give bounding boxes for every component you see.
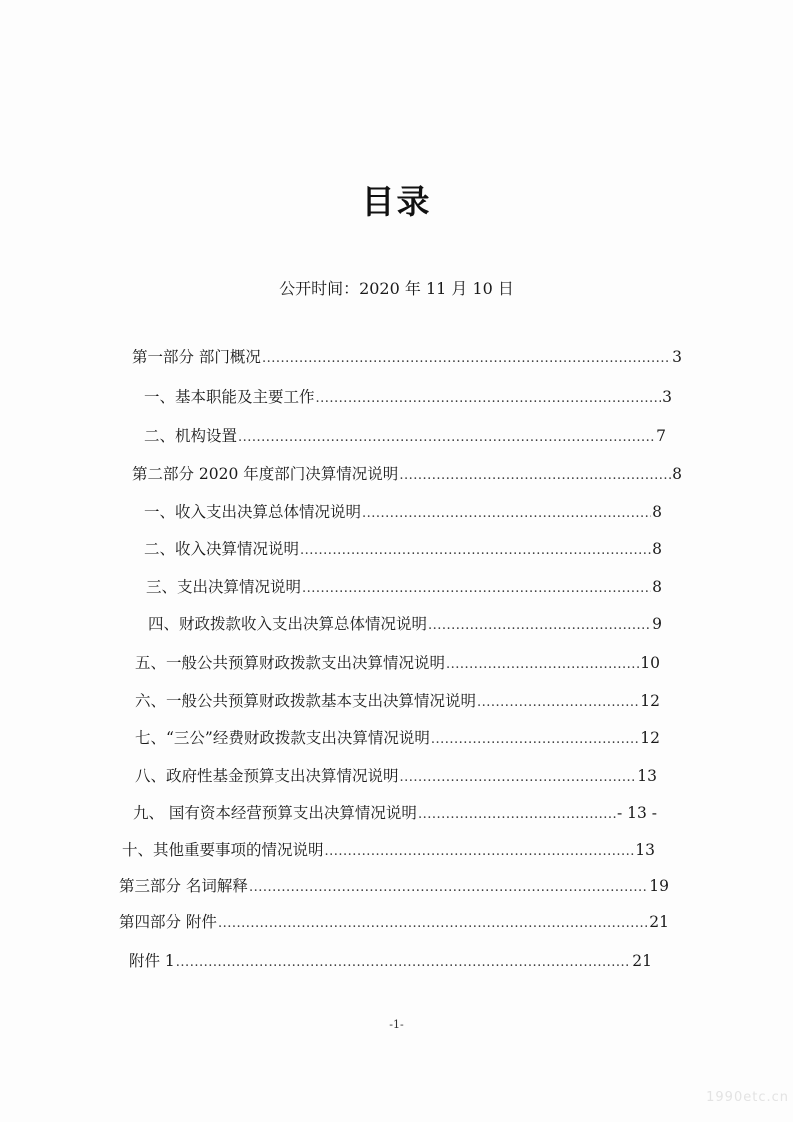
toc-entry-label: 第三部分 名词解释 (119, 877, 248, 895)
toc-entry[interactable] (119, 874, 669, 896)
toc-leader-dots (325, 844, 635, 859)
toc-leader-dots (302, 581, 651, 596)
toc-entry[interactable] (135, 764, 657, 786)
toc-leader-dots (431, 732, 639, 747)
toc-entry-label: 一、收入支出决算总体情况说明 (144, 503, 362, 521)
toc-entry[interactable] (146, 575, 662, 597)
toc-entry[interactable] (135, 726, 660, 748)
toc-entry[interactable] (135, 689, 660, 711)
toc-entry-page: 3 (662, 388, 672, 406)
toc-entry[interactable] (119, 910, 669, 932)
toc-leader-dots (218, 916, 648, 931)
toc-entry-page: - 13 - (616, 804, 657, 822)
toc-leader-dots (446, 657, 639, 672)
toc-entry[interactable] (144, 537, 662, 559)
toc-entry-page: 9 (652, 615, 662, 633)
toc-entry-page: 12 (640, 692, 660, 710)
page-title: 目录 (361, 182, 432, 221)
toc-leader-dots (262, 351, 671, 366)
toc-entry[interactable] (133, 801, 657, 823)
toc-entry-label: 九、 国有资本经营预算支出决算情况说明 (133, 804, 417, 822)
toc-leader-dots (477, 695, 639, 710)
toc-leader-dots (300, 543, 651, 558)
toc-leader-dots (176, 955, 631, 970)
toc-entry[interactable] (122, 838, 655, 860)
toc-entry-page: 8 (652, 503, 662, 521)
toc-leader-dots (316, 391, 662, 406)
toc-entry[interactable] (132, 462, 682, 484)
toc-entry[interactable] (148, 612, 662, 634)
toc-entry-page: 8 (652, 578, 662, 596)
toc-entry-page: 13 (635, 841, 655, 859)
toc-entry-page: 7 (656, 427, 666, 445)
toc-entry-page: 13 (637, 767, 657, 785)
toc-entry-label: 五、一般公共预算财政拨款支出决算情况说明 (135, 654, 446, 672)
toc-entry-page: 10 (640, 654, 660, 672)
toc-entry[interactable] (144, 500, 662, 522)
page-number-footer: -1- (389, 1018, 404, 1031)
toc-entry[interactable] (135, 651, 660, 673)
toc-entry[interactable] (144, 385, 672, 407)
toc-entry-page: 8 (672, 465, 682, 483)
toc-entry-page: 3 (672, 348, 682, 366)
toc-leader-dots (362, 506, 651, 521)
toc-entry-label: 一、基本职能及主要工作 (144, 388, 315, 406)
toc-leader-dots (400, 770, 637, 785)
toc-entry-page: 21 (649, 913, 669, 931)
toc-leader-dots (399, 468, 671, 483)
toc-entry-page: 21 (632, 952, 652, 970)
toc-entry-label: 七、“三公”经费财政拨款支出决算情况说明 (135, 729, 430, 747)
toc-entry-label: 四、财政拨款收入支出决算总体情况说明 (148, 615, 428, 633)
toc-entry-label: 三、支出决算情况说明 (146, 578, 302, 596)
toc-entry-label: 第一部分 部门概况 (132, 348, 261, 366)
toc-entry[interactable] (144, 424, 666, 446)
toc-entry-label: 附件 1 (129, 952, 175, 970)
toc-entry-label: 十、其他重要事项的情况说明 (122, 841, 324, 859)
publish-date: 公开时间：2020 年 11 月 10 日 (279, 279, 514, 298)
toc-leader-dots (249, 880, 648, 895)
toc-entry[interactable] (132, 345, 682, 367)
toc-entry-page: 8 (652, 540, 662, 558)
toc-entry[interactable] (129, 949, 652, 971)
toc-entry-label: 二、收入决算情况说明 (144, 540, 300, 558)
toc-entry-label: 第四部分 附件 (119, 913, 217, 931)
toc-entry-page: 12 (640, 729, 660, 747)
toc-entry-page: 19 (649, 877, 669, 895)
toc-leader-dots (418, 807, 616, 822)
toc-leader-dots (238, 430, 655, 445)
toc-entry-label: 二、机构设置 (144, 427, 238, 445)
toc-entry-label: 六、一般公共预算财政拨款基本支出决算情况说明 (135, 692, 477, 710)
toc-entry-label: 第二部分 2020 年度部门决算情况说明 (132, 465, 399, 483)
toc-entry-label: 八、政府性基金预算支出决算情况说明 (135, 767, 399, 785)
toc-leader-dots (428, 618, 651, 633)
watermark-text: 1990etc.cn (706, 1090, 789, 1105)
